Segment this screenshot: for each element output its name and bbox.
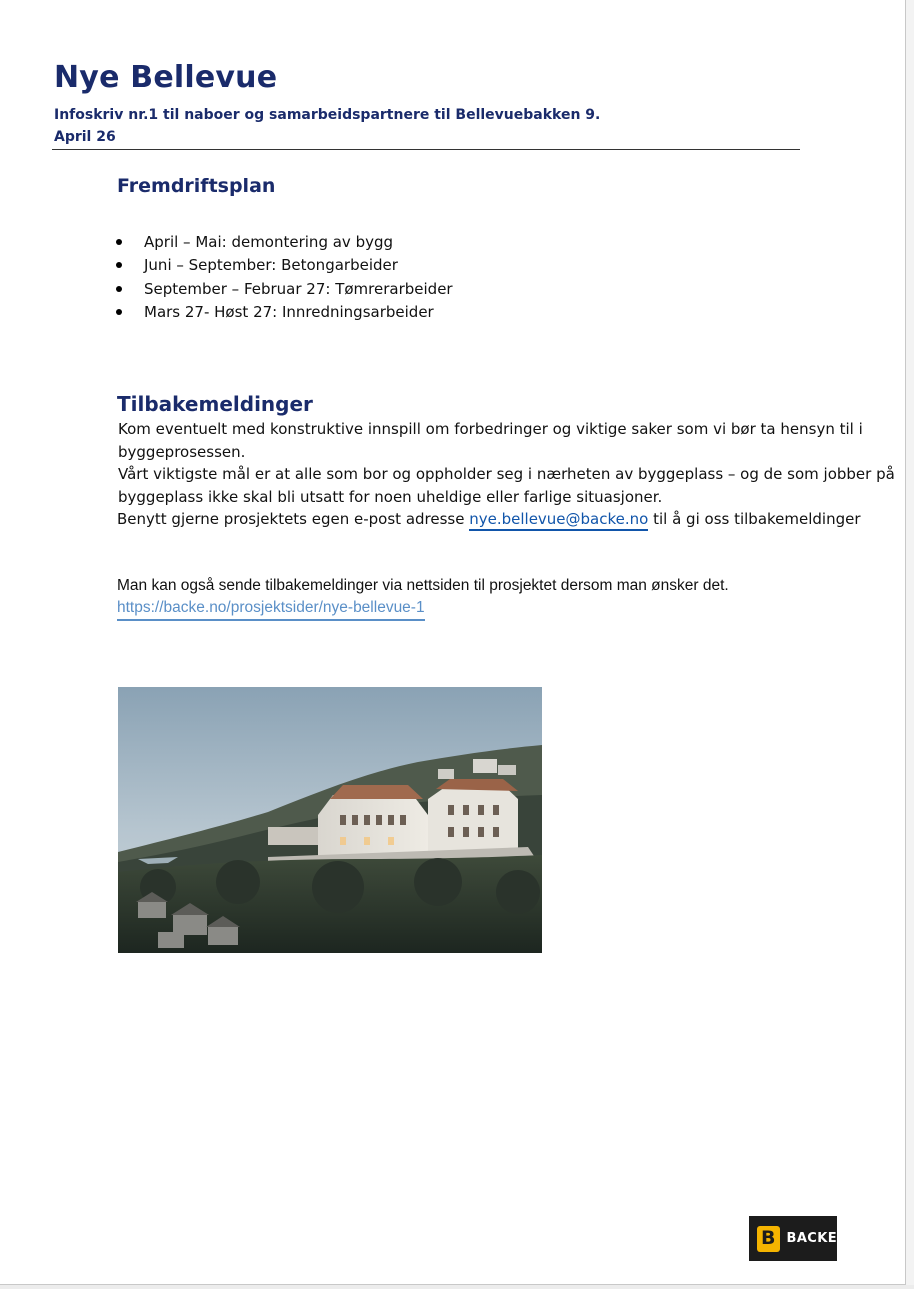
backe-logo-mark: B (757, 1226, 780, 1252)
feedback-heading: Tilbakemeldinger (117, 392, 313, 416)
list-item-text: April – Mai: demontering av bygg (144, 233, 394, 251)
list-item (116, 301, 453, 324)
document-title: Nye Bellevue (54, 60, 278, 95)
website-link[interactable]: https://backe.no/prosjektsider/nye-bellevue-1 (117, 597, 425, 621)
page-edge-right (906, 0, 914, 1289)
progress-plan-heading: Fremdriftsplan (117, 175, 276, 197)
header-divider (52, 149, 800, 150)
list-item (116, 254, 453, 277)
email-prefix-text: Benytt gjerne prosjektets egen e-post adresse (117, 510, 470, 528)
bullet-icon (116, 262, 122, 268)
bullet-icon (116, 239, 122, 245)
bullet-icon (116, 309, 122, 315)
page-edge-bottom (0, 1285, 914, 1289)
building-rendering-image (118, 687, 542, 953)
feedback-paragraph-2 (118, 463, 895, 508)
list-item (116, 231, 453, 254)
list-item-text: Juni – September: Betongarbeider (144, 256, 398, 275)
bullet-icon (116, 286, 122, 292)
feedback-email-paragraph (117, 508, 861, 531)
list-item-text: Mars 27- Høst 27: Innredningsarbeider (144, 302, 434, 321)
document-date: April 26 (54, 129, 116, 145)
paragraph-line: byggeprosessen. (118, 442, 246, 461)
paragraph-line: Vårt viktigste mål er at alle som bor og oppholder seg i nærheten av byggeplass – og de som jobber på (118, 465, 895, 483)
progress-plan-list (116, 231, 453, 324)
list-item (116, 278, 453, 301)
list-item-text: September – Februar 27: Tømrerarbeider (144, 279, 453, 298)
email-link[interactable]: nye.bellevue@backe.no (469, 510, 648, 531)
paragraph-line: byggeplass ikke skal bli utsatt for noen uheldige eller farlige situasjoner. (118, 487, 663, 506)
backe-logo (749, 1216, 837, 1261)
email-suffix-text: til å gi oss tilbakemeldinger (648, 510, 861, 528)
website-paragraph: Man kan også sende tilbakemeldinger via nettsiden til prosjektet dersom man ønsker det. (117, 577, 729, 594)
feedback-paragraph-1 (118, 418, 863, 463)
backe-logo-text: BACKE (786, 1231, 837, 1246)
paragraph-line: Kom eventuelt med konstruktive innspill om forbedringer og viktige saker som vi bør ta hensyn til i (118, 420, 863, 438)
document-subtitle: Infoskriv nr.1 til naboer og samarbeidspartnere til Bellevuebakken 9. (54, 107, 601, 123)
